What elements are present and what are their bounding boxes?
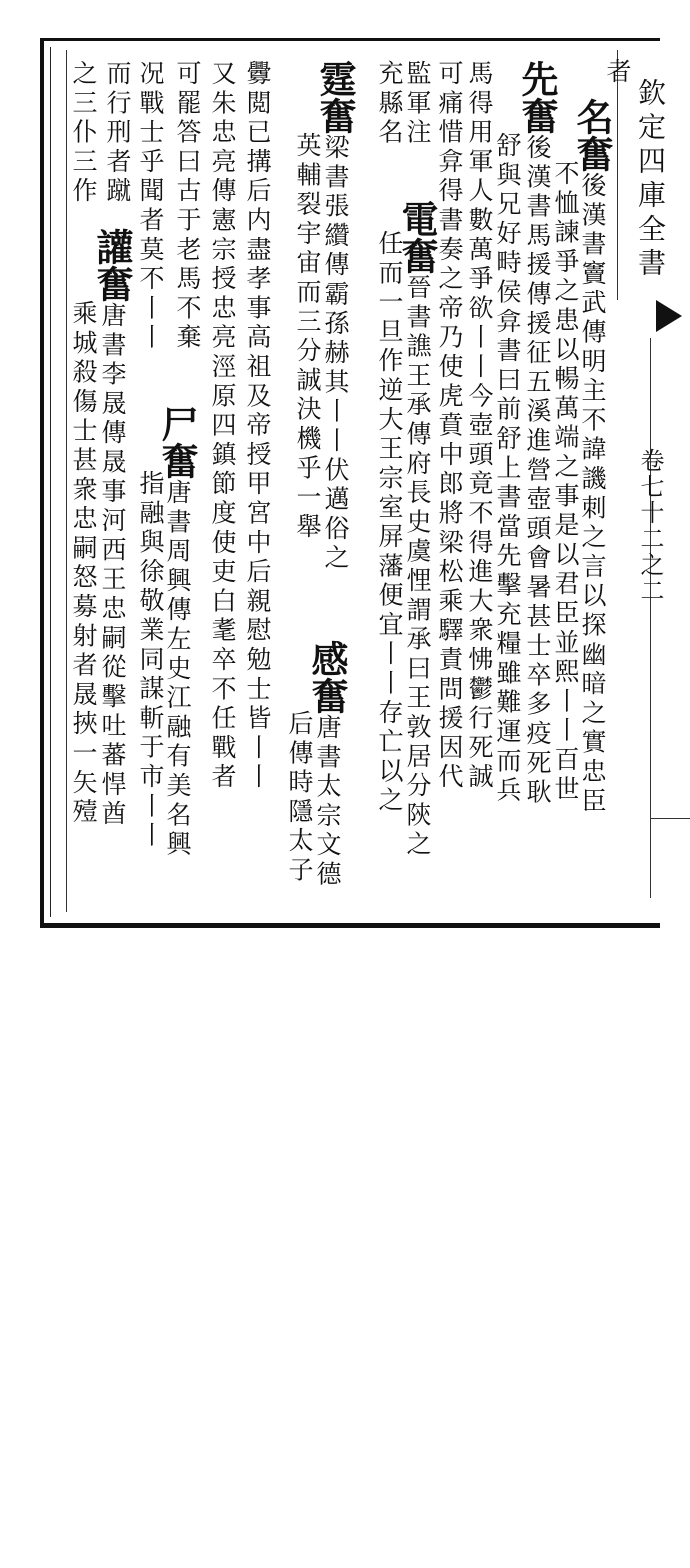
text-column <box>282 710 316 1568</box>
entry-head: 尸奮 <box>155 405 199 479</box>
entry-head: 霆奮 <box>313 60 357 134</box>
column-text: 唐書太宗文德 <box>313 714 342 890</box>
text-column <box>205 60 239 918</box>
text-column <box>372 230 406 1088</box>
entry-head: 名奮 <box>570 98 614 172</box>
margin-tick <box>650 818 690 819</box>
text-column <box>240 60 274 918</box>
entry-head: 電奮 <box>395 200 439 274</box>
book-title: 欽定四庫全書 <box>634 78 667 282</box>
text-column <box>462 60 496 918</box>
column-text: 而行刑者蹴 <box>103 60 132 207</box>
column-text: 舒與兄好畤侯弇書曰前舒上書當先擊充糧雖難運而兵 <box>493 132 522 806</box>
column-text: 指融與徐敬業同謀斬于市丨丨 <box>136 470 165 851</box>
column-text: 後漢書馬援傳援征五溪進營壺頭會暑甚士卒多疫死耿 <box>523 134 552 808</box>
column-text: 後漢書竇武傳明主不諱譏刺之言以探幽暗之實忠臣 <box>578 172 607 817</box>
volume-number: 卷七十二之二 <box>636 448 664 604</box>
column-text: 任而一旦作逆大王宗室屏藩便宜丨丨存亡以之 <box>375 230 404 816</box>
text-column <box>432 60 466 918</box>
text-column <box>66 300 100 1158</box>
entry-head: 感奮 <box>305 640 349 714</box>
text-column <box>515 60 559 918</box>
column-text: 又朱忠亮傳憲宗授忠亮涇原四鎮節度使吏白耄卒不任戰者 <box>208 60 237 793</box>
column-text: 者 <box>603 58 632 88</box>
column-text: 可罷答曰古于老馬不棄 <box>173 60 202 353</box>
entry-head: 讙奮 <box>90 228 134 302</box>
text-column <box>133 470 167 1328</box>
column-text: 馬得用軍人數萬爭欲丨丨今壺頭竟不得進大衆怫鬱行死誠 <box>465 60 494 793</box>
column-text: 釁閲已搆后内盡孝事高祖及帝授甲宮中后親慰勉士皆丨丨 <box>243 60 272 793</box>
entry-head: 先奮 <box>515 60 559 134</box>
column-text: 唐書周興傳左史江融有美名興 <box>163 479 192 860</box>
fishtail-mark-icon <box>656 300 682 332</box>
column-text: 况戰士乎聞者莫不丨丨 <box>136 60 165 353</box>
column-text: 英輔裂宇宙而三分誠決機乎一舉 <box>293 132 322 543</box>
column-text: 乘城殺傷士甚衆忠嗣怒募射者晟挾一矢殪 <box>69 300 98 828</box>
column-text: 不恤諫爭之患以暢萬端之事是以君臣並熙丨丨百世 <box>551 160 580 805</box>
column-text: 梁書張纘傳霸孫赫其丨丨伏邁俗之 <box>321 134 350 574</box>
column-text: 后傳時隱太子 <box>285 710 314 886</box>
column-text: 監軍注 <box>403 60 432 148</box>
column-text: 唐書李晟傳晟事河西王忠嗣從擊吐蕃悍酋 <box>98 302 127 830</box>
column-text: 晉書譙王承傳府長史虞悝謂承曰王敦居分陝之 <box>403 274 432 860</box>
column-text: 之三仆三作 <box>69 60 98 207</box>
column-text: 可痛惜弇得書奏之帝乃使虎賁中郎將梁松乘驛責問援因代 <box>435 60 464 793</box>
column-text: 充縣名 <box>375 60 404 148</box>
text-column <box>90 228 134 1086</box>
